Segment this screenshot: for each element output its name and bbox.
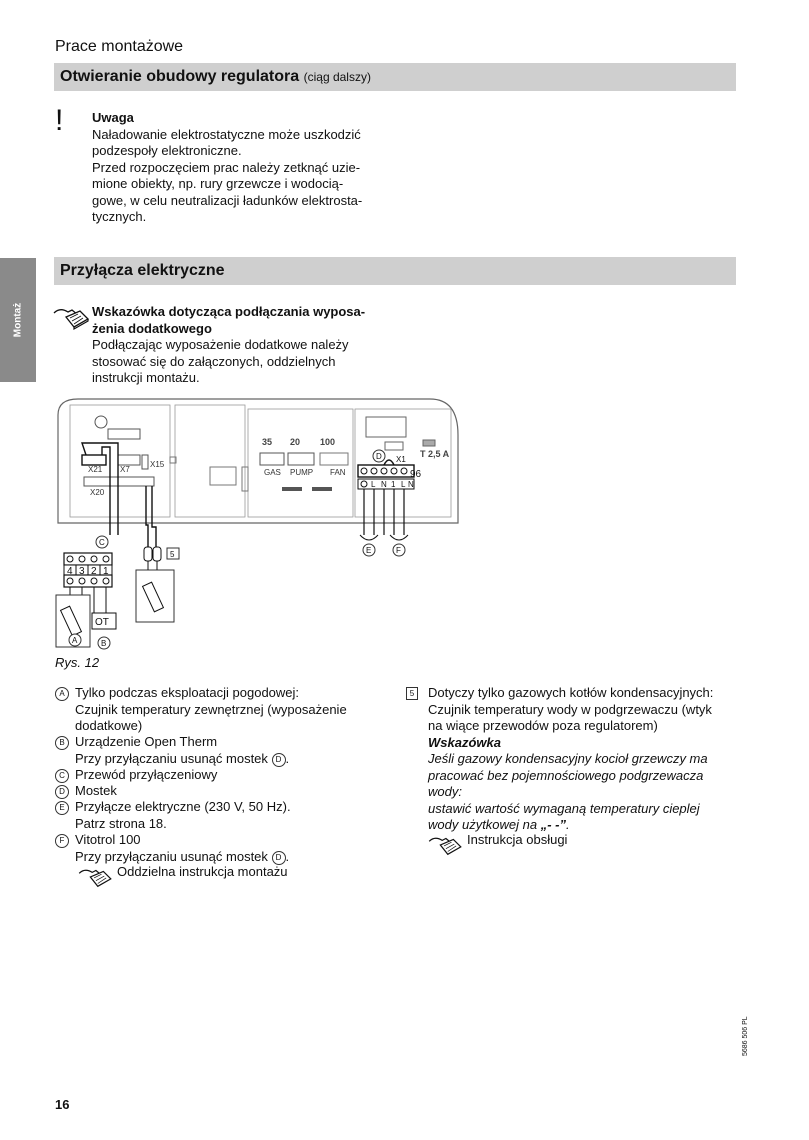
legend-line — [75, 849, 289, 866]
warning-line: podzespoły elektroniczne. — [92, 143, 242, 158]
marker-f-text: F — [396, 546, 401, 555]
label-35: 35 — [262, 437, 273, 447]
plug-5-a — [144, 547, 152, 561]
marker-d-text: D — [376, 452, 382, 461]
hint-line: stosować się do załączonych, oddzielnych — [92, 353, 336, 369]
warning-line: mione obiekty, np. rury grzewcze i wodocią- — [92, 176, 344, 191]
book-hand-icon — [52, 303, 90, 331]
figure-caption: Rys. 12 — [55, 655, 100, 670]
side-tab-montaz — [0, 258, 36, 382]
legend-hint-title: Wskazówka — [428, 734, 501, 750]
legend-key-box: 5 — [406, 687, 418, 700]
section-subtitle: (ciąg dalszy) — [303, 70, 371, 84]
label-c4: 4 — [67, 566, 73, 577]
brace-e — [360, 535, 378, 540]
legend-hint-line: ustawić wartość wymaganą temperatury cieplej — [428, 800, 700, 816]
legend-item-b — [55, 734, 290, 766]
section-title-text: Otwieranie obudowy regulatora — [60, 68, 300, 85]
fuse-icon — [423, 440, 435, 446]
legend-right-reference: Instrukcja obsługi — [467, 832, 568, 847]
section-title-electrical: Przyłącza elektryczne — [60, 262, 225, 279]
marker-a-text: A — [72, 636, 78, 645]
section-bar-housing — [54, 63, 736, 91]
label-ot: OT — [95, 617, 109, 628]
legend-left — [55, 685, 385, 885]
relay-bar — [312, 487, 332, 491]
legend-item-d — [55, 783, 117, 800]
label-term-n: N — [381, 480, 387, 489]
legend-line: Czujnik temperatury wody w podgrzewaczu (wtyk — [428, 701, 712, 717]
label-x7: X7 — [120, 465, 130, 474]
hint-block — [92, 304, 392, 387]
label-pump: PUMP — [290, 468, 314, 477]
hint-title-line: żenia dodatkowego — [92, 320, 212, 336]
label-x20: X20 — [90, 488, 105, 497]
relay-bar — [282, 487, 302, 491]
legend-line — [75, 751, 289, 768]
marker-b-text: B — [101, 639, 107, 648]
legend-hint-pre: wody użytkowej na — [428, 817, 541, 832]
label-term-l: L — [371, 480, 376, 489]
hint-title-line: Wskazówka dotycząca podłączania wyposa- — [92, 304, 366, 319]
marker-c-text: C — [99, 538, 105, 547]
hint-line: instrukcji montażu. — [92, 370, 200, 385]
warning-line: tycznych. — [92, 209, 147, 224]
warning-line: Naładowanie elektrostatyczne może uszkodzić — [92, 126, 361, 142]
marker-5-text: 5 — [170, 550, 175, 559]
legend-key: B — [55, 736, 69, 750]
book-hand-icon — [426, 832, 464, 858]
warning-line: gowe, w celu neutralizacji ładunków elektrosta- — [92, 192, 363, 208]
legend-item-c — [55, 767, 218, 784]
legend-hint-line: wody: — [428, 784, 462, 799]
book-hand-icon — [76, 864, 114, 890]
ot-terminal-top — [64, 553, 112, 565]
label-term-n2: N — [408, 480, 414, 489]
section-title-housing — [60, 68, 371, 86]
legend-key: F — [55, 834, 69, 848]
legend-sub-post: . — [285, 848, 290, 864]
legend-sub-post: . — [285, 750, 290, 766]
label-c3: 3 — [79, 566, 85, 577]
warning-block — [92, 110, 392, 226]
legend-sub-text: Przy przyłączaniu usunąć mostek — [75, 750, 272, 766]
label-gas: GAS — [264, 468, 281, 477]
warning-line: Przed rozpoczęciem prac należy zetknąć uzie- — [92, 159, 361, 175]
legend-item-a — [55, 685, 347, 733]
sensor-5 — [136, 570, 174, 622]
legend-line: Przyłącze elektryczne (230 V, 50 Hz). — [75, 799, 291, 814]
marker-e-text: E — [366, 546, 372, 555]
label-c1: 1 — [103, 566, 109, 577]
document-id: 5686 506 PL — [742, 1016, 749, 1056]
page-header: Prace montażowe — [55, 38, 184, 55]
legend-line: Przewód przyłączeniowy — [75, 767, 218, 782]
side-tab-label: Montaż — [12, 302, 24, 338]
brace-f — [390, 535, 408, 540]
legend-item-e — [55, 799, 291, 831]
legend-line: Dotyczy tylko gazowych kotłów kondensacyjnych: — [428, 685, 714, 700]
label-c2: 2 — [91, 566, 97, 577]
plug-5-b — [153, 547, 161, 561]
legend-hint-line: pracować bez pojemnościowego podgrzewacza — [428, 767, 704, 783]
label-x15: X15 — [150, 460, 165, 469]
legend-key: A — [55, 687, 69, 701]
legend-hint-post: . — [566, 817, 570, 832]
section-bar-electrical — [54, 257, 736, 285]
legend-line: Tylko podczas eksploatacji pogodowej: — [75, 685, 300, 700]
label-fuse: T 2,5 A — [420, 449, 450, 459]
label-term-l2: L — [401, 480, 406, 489]
warning-title: Uwaga — [92, 110, 134, 125]
label-100: 100 — [320, 437, 336, 447]
legend-ref-d: D — [272, 753, 286, 767]
legend-item-f — [55, 832, 290, 864]
legend-line: Mostek — [75, 783, 117, 798]
label-96: 96 — [410, 469, 422, 480]
label-20: 20 — [290, 437, 301, 447]
legend-ref-d: D — [272, 851, 286, 865]
legend-key: D — [55, 785, 69, 799]
legend-hint-value: „- -” — [540, 817, 567, 832]
legend-key: E — [55, 801, 69, 815]
legend-line: Vitotrol 100 — [75, 832, 141, 847]
legend-left-reference: Oddzielna instrukcja montażu — [117, 864, 288, 879]
label-x21: X21 — [88, 465, 103, 474]
legend-item-5 — [406, 685, 714, 832]
legend-line: Czujnik temperatury zewnętrznej (wyposażenie — [75, 701, 347, 717]
wiring-diagram — [50, 395, 470, 657]
legend-sub-text: Przy przyłączaniu usunąć mostek — [75, 848, 272, 864]
legend-key: C — [55, 769, 69, 783]
legend-line: Urządzenie Open Therm — [75, 734, 218, 749]
label-term-1: 1 — [391, 480, 396, 489]
hint-line: Podłączając wyposażenie dodatkowe należy — [92, 337, 349, 352]
legend-hint-line: Jeśli gazowy kondensacyjny kocioł grzewczy ma — [428, 751, 708, 766]
legend-line: na wiące przewodów poza regulatorem) — [428, 718, 658, 733]
terminal-x1 — [358, 465, 414, 477]
legend-line: Patrz strona 18. — [75, 815, 167, 831]
page-number: 16 — [55, 1097, 70, 1112]
label-fan: FAN — [330, 468, 346, 477]
label-x1: X1 — [396, 455, 406, 464]
legend-line: dodatkowe) — [75, 718, 143, 733]
warning-icon: ! — [55, 104, 64, 137]
